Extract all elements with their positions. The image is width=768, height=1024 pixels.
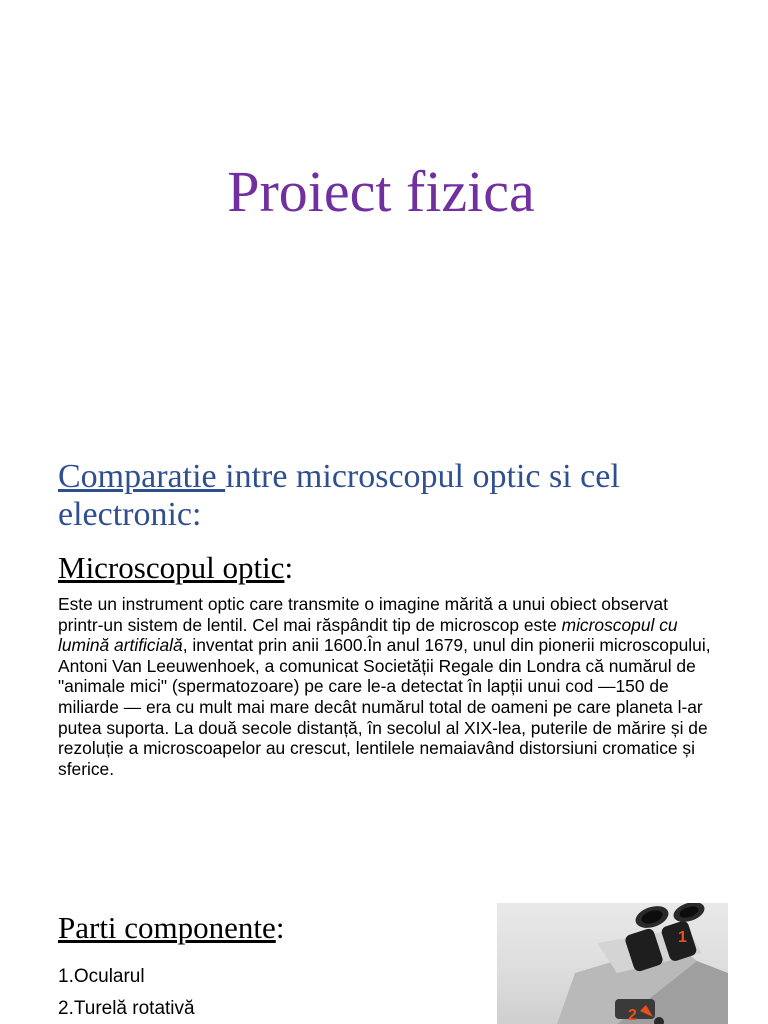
subtitle-rest: intre microscopul optic si cel electronic: bbox=[58, 458, 620, 533]
section-heading-optic-colon: : bbox=[284, 550, 294, 585]
marker-1: 1 bbox=[678, 929, 687, 946]
marker-2: 2 bbox=[628, 1007, 637, 1024]
section-heading-parts-label: Parti componente bbox=[58, 910, 276, 945]
subtitle-underlined: Comparatie bbox=[58, 458, 226, 495]
microscope-illustration bbox=[497, 903, 728, 1024]
optic-description-emphasis: microscopul cu lumină artificială bbox=[58, 614, 678, 656]
optic-description bbox=[58, 594, 718, 779]
page-title-text: Proiect fizica bbox=[227, 159, 535, 224]
section-heading-optic bbox=[58, 550, 293, 586]
microscope-photo bbox=[497, 903, 728, 1024]
page-title bbox=[0, 158, 768, 225]
section-heading-optic-label: Microscopul optic bbox=[58, 550, 285, 585]
section-heading-parts-colon: : bbox=[275, 910, 285, 945]
list-item: 1.Ocularul bbox=[58, 966, 145, 987]
parts-list bbox=[58, 963, 195, 1024]
list-item: 2.Turelă rotativă bbox=[58, 998, 195, 1019]
section-heading-parts bbox=[58, 910, 284, 946]
optic-description-part2: , inventat prin anii 1600.În anul 1679, unul din pionerii microscopului, Antoni Van Leeuwenhoek, a comunicat Societății Regale din Londra că numărul de "animale mici" (spermatozoare) pe care le-a detectat în lapții unui cod —150 de miliarde — era cu mult mai mare decât numărul total de oameni pe care planeta l-ar putea suporta. La două secole distanță, în secolul al XIX-lea, puterile de mărire și de rezoluție a microscoapelor au crescut, lentilele nemaiavând distorsiuni cromatice și sferice. bbox=[58, 635, 711, 779]
comparison-subtitle bbox=[58, 458, 718, 534]
optic-description-part1: Este un instrument optic care transmite o imagine mărită a unui obiect observat printr-un sistem de lentil. Cel mai răspândit tip de microscop este bbox=[58, 594, 668, 635]
